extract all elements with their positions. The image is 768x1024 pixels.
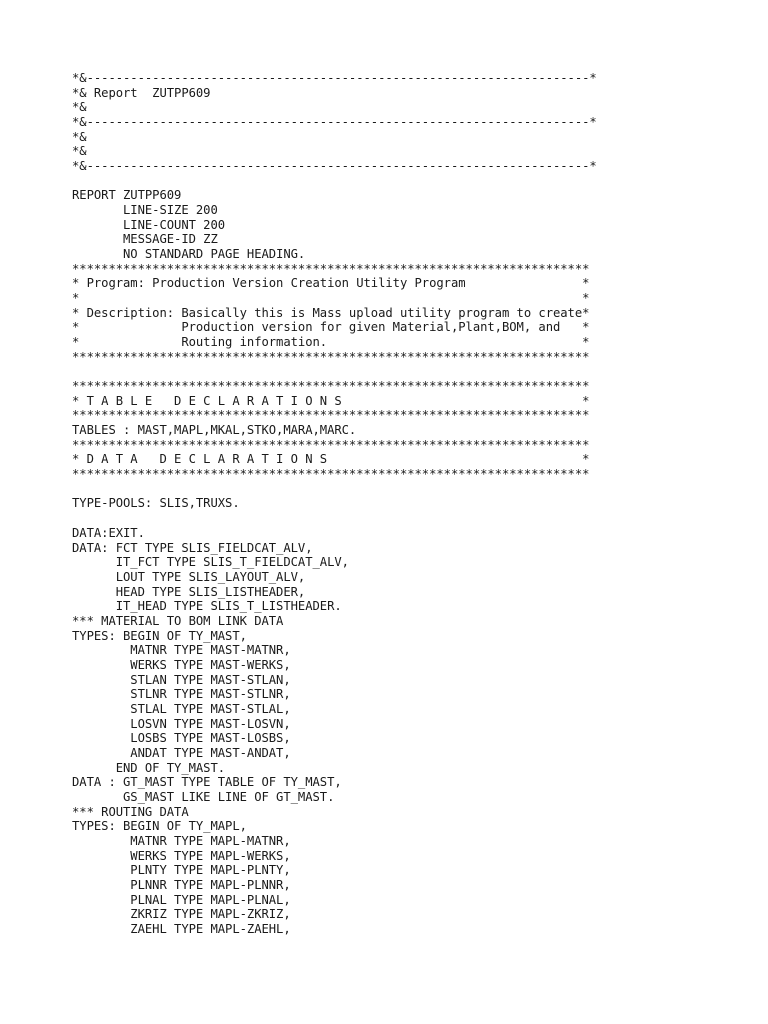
code-line: * D A T A D E C L A R A T I O N S *: [72, 452, 590, 467]
code-line: *** MATERIAL TO BOM LINK DATA: [72, 613, 284, 628]
code-line: *& Report ZUTPP609: [72, 85, 211, 100]
code-line: PLNTY TYPE MAPL-PLNTY,: [72, 863, 291, 878]
code-line: [72, 364, 762, 379]
code-line: TYPES: BEGIN OF TY_MAST,: [72, 628, 247, 643]
code-line: LOSBS TYPE MAST-LOSBS,: [72, 731, 291, 746]
code-line: * Description: Basically this is Mass upload utility program to create*: [72, 305, 590, 320]
code-line: [72, 174, 762, 189]
code-line: *&---------------------------------------------------------------------*: [72, 159, 597, 174]
code-line: ***********************************************************************: [72, 408, 590, 423]
code-line: LINE-COUNT 200: [72, 217, 226, 232]
code-line: STLAN TYPE MAST-STLAN,: [72, 672, 291, 687]
code-line: IT_FCT TYPE SLIS_T_FIELDCAT_ALV,: [72, 555, 349, 570]
code-line: MATNR TYPE MAST-MATNR,: [72, 643, 291, 658]
code-line: REPORT ZUTPP609: [72, 188, 182, 203]
code-line: MATNR TYPE MAPL-MATNR,: [72, 833, 291, 848]
code-line: DATA:EXIT.: [72, 525, 145, 540]
code-line: * *: [72, 291, 590, 306]
code-line: STLAL TYPE MAST-STLAL,: [72, 701, 291, 716]
code-line: ***********************************************************************: [72, 379, 590, 394]
code-line: DATA: FCT TYPE SLIS_FIELDCAT_ALV,: [72, 540, 313, 555]
code-line: * Production version for given Material,Plant,BOM, and *: [72, 320, 590, 335]
code-line: *&: [72, 129, 87, 144]
code-line: NO STANDARD PAGE HEADING.: [72, 247, 306, 262]
code-line: LINE-SIZE 200: [72, 203, 218, 218]
code-line: GS_MAST LIKE LINE OF GT_MAST.: [72, 789, 335, 804]
code-line: TYPE-POOLS: SLIS,TRUXS.: [72, 496, 240, 511]
code-line: [72, 511, 762, 526]
code-line: *&---------------------------------------------------------------------*: [72, 71, 597, 85]
code-line: ***********************************************************************: [72, 437, 590, 452]
code-line: HEAD TYPE SLIS_LISTHEADER,: [72, 584, 306, 599]
code-line: * Program: Production Version Creation Utility Program *: [72, 276, 590, 291]
code-line: * T A B L E D E C L A R A T I O N S *: [72, 393, 590, 408]
code-line: END OF TY_MAST.: [72, 760, 226, 775]
code-line: LOUT TYPE SLIS_LAYOUT_ALV,: [72, 569, 306, 584]
code-line: LOSVN TYPE MAST-LOSVN,: [72, 716, 291, 731]
code-line: MESSAGE-ID ZZ: [72, 232, 218, 247]
code-line: * Routing information. *: [72, 335, 590, 350]
code-line: [72, 482, 762, 497]
code-line: ***********************************************************************: [72, 349, 590, 364]
code-line: *&: [72, 100, 87, 115]
code-line: IT_HEAD TYPE SLIS_T_LISTHEADER.: [72, 599, 342, 614]
code-line: ZKRIZ TYPE MAPL-ZKRIZ,: [72, 907, 291, 922]
code-line: TYPES: BEGIN OF TY_MAPL,: [72, 819, 247, 834]
code-line: ***********************************************************************: [72, 467, 590, 482]
code-line: *** ROUTING DATA: [72, 804, 189, 819]
code-line: ANDAT TYPE MAST-ANDAT,: [72, 745, 291, 760]
code-line: *&: [72, 144, 87, 159]
code-line: DATA : GT_MAST TYPE TABLE OF TY_MAST,: [72, 775, 342, 790]
code-line: WERKS TYPE MAPL-WERKS,: [72, 848, 291, 863]
code-line: ***********************************************************************: [72, 261, 590, 276]
code-line: ZAEHL TYPE MAPL-ZAEHL,: [72, 921, 291, 936]
code-line: PLNNR TYPE MAPL-PLNNR,: [72, 877, 291, 892]
code-line: *&---------------------------------------------------------------------*: [72, 115, 597, 130]
code-line: STLNR TYPE MAST-STLNR,: [72, 687, 291, 702]
code-line: WERKS TYPE MAST-WERKS,: [72, 657, 291, 672]
code-line: TABLES : MAST,MAPL,MKAL,STKO,MARA,MARC.: [72, 423, 357, 438]
code-line: PLNAL TYPE MAPL-PLNAL,: [72, 892, 291, 907]
code-listing: [72, 71, 762, 937]
